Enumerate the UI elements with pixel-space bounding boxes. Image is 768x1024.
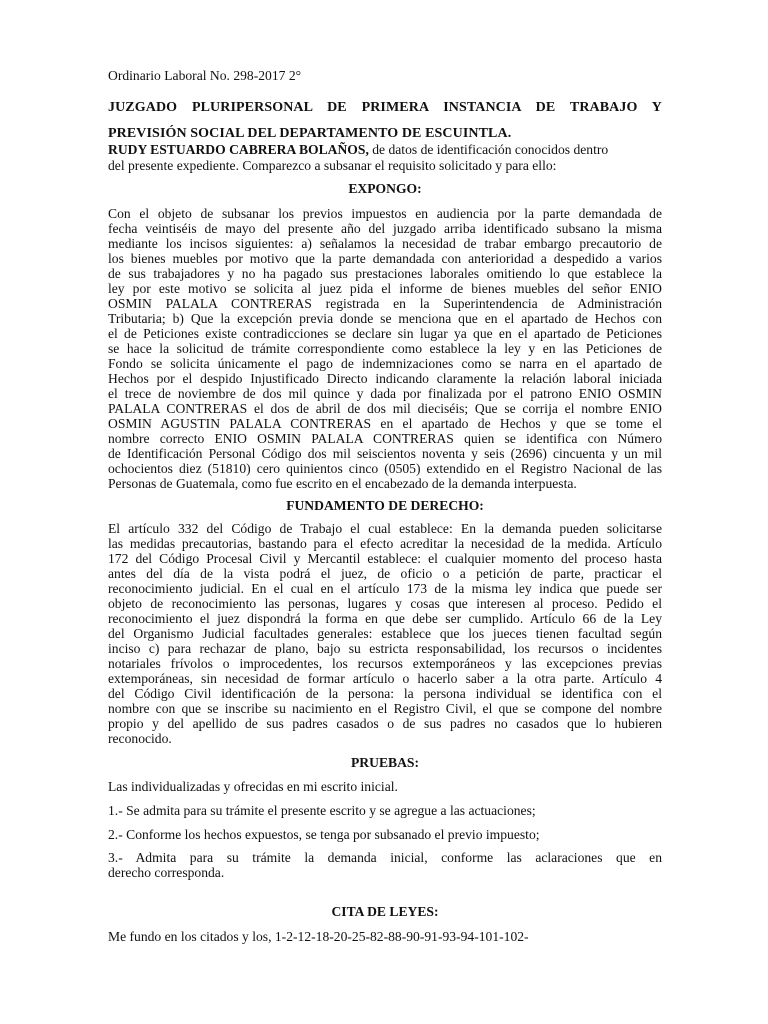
paragraph-line: los bienes muebles por motivo que la parte demandada con anterioridad a despedido a varios: [108, 251, 662, 266]
intro-line-1-text: de datos de identificación conocidos dentro: [368, 142, 609, 157]
paragraph-line: del Código Civil identificación de la persona: la persona individual se identifica con el: [108, 686, 662, 701]
petitioner-name: RUDY ESTUARDO CABRERA BOLAÑOS,: [108, 142, 369, 157]
paragraph-line: se hace la solicitud de trámite correspondiente como establece la ley y en las Peticiones de: [108, 341, 662, 356]
paragraph-line: ochocientos diez (51810) cero quinientos cinco (0505) extendido en el Registro Nacional de las: [108, 461, 662, 476]
paragraph-line: notariales frívolos o improcedentes, los recursos extemporáneos y las excepciones previas: [108, 656, 662, 671]
pruebas-item-2: 2.- Conforme los hechos expuestos, se tenga por subsanado el previo impuesto;: [108, 827, 540, 842]
paragraph-line: Hechos por el despido Injustificado Directo indicando claramente la relación laboral iniciada: [108, 371, 662, 386]
intro-line-2: del presente expediente. Comparezco a subsanar el requisito solicitado y para ello:: [108, 158, 557, 173]
paragraph-line: del Organismo Judicial facultades generales: establece que los jueces tienen facultad según: [108, 626, 662, 641]
paragraph-line: reconocido.: [108, 731, 172, 746]
paragraph-line: de sus trabajadores y no ha pagado sus prestaciones laborales omitiendo lo que establece la: [108, 266, 662, 281]
pruebas-item-3-line-2: derecho corresponda.: [108, 865, 225, 880]
paragraph-line: PALALA CONTRERAS el dos de abril de dos mil dieciséis; Que se corrija el nombre ENIO: [108, 401, 662, 416]
paragraph-line: antes del día de la vista podrá el juez, de oficio o a petición de parte, practicar el: [108, 566, 662, 581]
cita-de-leyes-text: Me fundo en los citados y los, 1-2-12-18-20-25-82-88-90-91-93-94-101-102-: [108, 929, 529, 944]
paragraph-line: Fondo se solicita únicamente el pago de indemnizaciones como se narra en el apartado de: [108, 356, 662, 371]
paragraph-line: OSMIN PALALA CONTRERAS registrada en la Superintendencia de Administración: [108, 296, 662, 311]
paragraph-line: propio y del apellido de sus padres casados o de sus padres no casados que lo hubieren: [108, 716, 662, 731]
fundamento-heading: FUNDAMENTO DE DERECHO:: [286, 498, 484, 513]
paragraph-line: inciso c) para rechazar de plano, bajo su estricta responsabilidad, los recursos o incidentes: [108, 641, 662, 656]
paragraph-line: reconocimiento el juez dispondrá la forma en que debe ser cumplido. Artículo 66 de la Ley: [108, 611, 662, 626]
pruebas-item-3-line-1: 3.- Admita para su trámite la demanda inicial, conforme las aclaraciones que en: [108, 850, 662, 865]
pruebas-heading: PRUEBAS:: [351, 755, 419, 770]
paragraph-line: nombre con que se inscribe su nacimiento en el Registro Civil, el que se compone del nombre: [108, 701, 662, 716]
court-name-line-1: JUZGADO PLURIPERSONAL DE PRIMERA INSTANCIA DE TRABAJO Y: [108, 100, 662, 115]
paragraph-line: las medidas precautorias, bastando para el efecto acreditar la necesidad de la medida. Artículo: [108, 536, 662, 551]
case-number: Ordinario Laboral No. 298-2017 2°: [108, 68, 302, 83]
court-name-line-2: PREVISIÓN SOCIAL DEL DEPARTAMENTO DE ESCUINTLA.: [108, 126, 512, 141]
paragraph-line: objeto de reconocimiento las personas, lugares y cosas que interesen al proceso. Pedido el: [108, 596, 662, 611]
paragraph-line: nombre correcto ENIO OSMIN PALALA CONTRERAS quien se identifica con Número: [108, 431, 662, 446]
paragraph-line: de Identificación Personal Código dos mil seiscientos noventa y seis (2696) cincuenta y un mil: [108, 446, 662, 461]
paragraph-line: Con el objeto de subsanar los previos impuestos en audiencia por la parte demandada de: [108, 206, 662, 221]
paragraph-line: el trece de noviembre de dos mil quince y dada por finalizada por el patrono ENIO OSMIN: [108, 386, 662, 401]
paragraph-line: el de Peticiones existe contradicciones se declare sin lugar ya que en el apartado de Peticiones: [108, 326, 662, 341]
paragraph-line: 172 del Código Procesal Civil y Mercantil establece: el cualquier momento del proceso hasta: [108, 551, 662, 566]
paragraph-line: mediante los incisos siguientes: a) señalamos la necesidad de trabar embargo precautorio de: [108, 236, 662, 251]
expongo-heading: EXPONGO:: [348, 181, 422, 196]
paragraph-line: reconocimiento judicial. En el cual en el artículo 173 de la misma ley indica que puede ser: [108, 581, 662, 596]
paragraph-line: extemporáneas, sin necesidad de formar artículo o hacerlo saber a la otra parte. Artículo 4: [108, 671, 662, 686]
paragraph-line: Tributaria; b) Que la excepción previa donde se menciona que en el apartado de Hechos con: [108, 311, 662, 326]
pruebas-item-1: 1.- Se admita para su trámite el presente escrito y se agregue a las actuaciones;: [108, 803, 536, 818]
pruebas-intro: Las individualizadas y ofrecidas en mi escrito inicial.: [108, 779, 398, 794]
paragraph-line: Personas de Guatemala, como fue escrito en el encabezado de la demanda interpuesta.: [108, 476, 577, 491]
paragraph-line: OSMIN AGUSTIN PALALA CONTRERAS en el apartado de Hechos y que se tome el: [108, 416, 662, 431]
intro-line-1: [108, 142, 662, 157]
paragraph-line: ley por este motivo se solicita al juez pida el informe de bienes muebles del señor ENIO: [108, 281, 662, 296]
paragraph-line: fecha veintiséis de mayo del presente año del juzgado arriba identificado subsano la misma: [108, 221, 662, 236]
paragraph-line: El artículo 332 del Código de Trabajo el cual establece: En la demanda pueden solicitarse: [108, 521, 662, 536]
cita-de-leyes-heading: CITA DE LEYES:: [331, 904, 439, 919]
